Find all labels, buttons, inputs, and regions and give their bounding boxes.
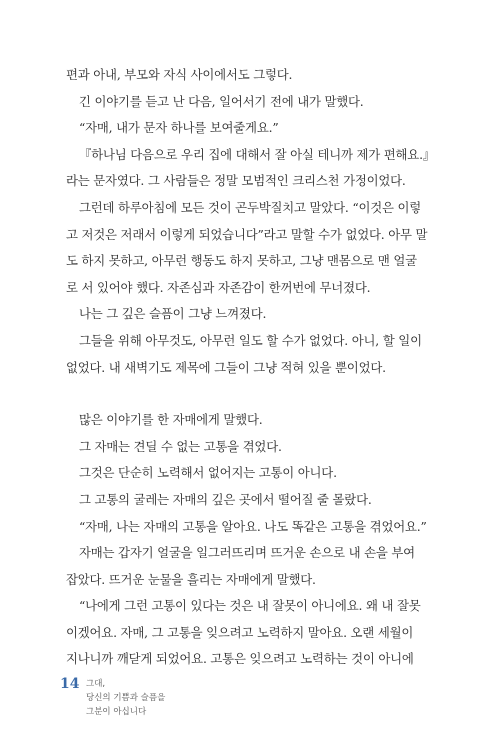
text-line: 긴 이야기를 듣고 난 다음, 일어서기 전에 내가 말했다. — [79, 93, 364, 109]
text-line: “자매, 나는 자매의 고통을 알아요. 나도 똑같은 고통을 겪었어요.” — [79, 518, 427, 534]
text-line: 고 저것은 저래서 이렇게 되었습니다”라고 말할 수가 없었다. 아무 말 — [66, 226, 428, 242]
text-line: 없었다. 내 새벽기도 제목에 그들이 그냥 적혀 있을 뿐이었다. — [66, 359, 386, 375]
text-line: 그런데 하루아침에 모든 것이 곤두박질치고 말았다. “이것은 이렇 — [79, 199, 422, 215]
text-line: 자매는 갑자기 얼굴을 일그러뜨리며 뜨거운 손으로 내 손을 부여 — [79, 545, 415, 561]
text-line: 나는 그 깊은 슬픔이 그냥 느껴졌다. — [79, 306, 267, 322]
text-line: 『하나님 다음으로 우리 집에 대해서 잘 아실 테니까 제가 편해요.』 — [79, 146, 436, 162]
text-line: 편과 아내, 부모와 자식 사이에서도 그렇다. — [66, 67, 293, 82]
text-line: 지나니까 깨닫게 되었어요. 고통은 잊으려고 노력하는 것이 아니에 — [66, 651, 414, 667]
running-title-line: 그분이 아십니다 — [86, 707, 147, 717]
text-line: 많은 이야기를 한 자매에게 말했다. — [79, 412, 263, 428]
running-title-line: 당신의 기쁨과 슬픔을 — [86, 693, 166, 703]
paragraph-gap — [66, 381, 422, 407]
text-line: 도 하지 못하고, 아무런 행동도 하지 못하고, 그냥 맨몸으로 맨 얼굴 — [66, 253, 417, 269]
text-line: 라는 문자였다. 그 사람들은 정말 모범적인 크리스천 가정이었다. — [66, 173, 406, 189]
text-line: 그 자매는 견딜 수 없는 고통을 겪었다. — [79, 438, 282, 454]
text-line: 로 서 있어야 했다. 자존심과 자존감이 한꺼번에 무너졌다. — [66, 279, 371, 295]
running-title — [86, 677, 165, 719]
text-line: 그들을 위해 아무것도, 아무런 일도 할 수가 없었다. 아니, 할 일이 — [79, 332, 422, 348]
text-line: “나에게 그런 고통이 있다는 것은 내 잘못이 아니에요. 왜 내 잘못 — [79, 598, 421, 614]
running-title-line: 그대, — [86, 679, 106, 689]
text-line: 그 고통의 굴레는 자매의 깊은 곳에서 떨어질 줄 몰랐다. — [79, 491, 372, 507]
text-line: 잡았다. 뜨거운 눈물을 흘리는 자매에게 말했다. — [66, 571, 316, 587]
text-line: “자매, 내가 문자 하나를 보여줄게요.” — [79, 120, 279, 136]
text-line: 이겠어요. 자매, 그 고통을 잊으려고 노력하지 말아요. 오랜 세월이 — [66, 624, 414, 640]
page-number: 14 — [60, 676, 80, 692]
body-text — [66, 62, 436, 673]
text-line: 그것은 단순히 노력해서 없어지는 고통이 아니다. — [79, 465, 337, 481]
